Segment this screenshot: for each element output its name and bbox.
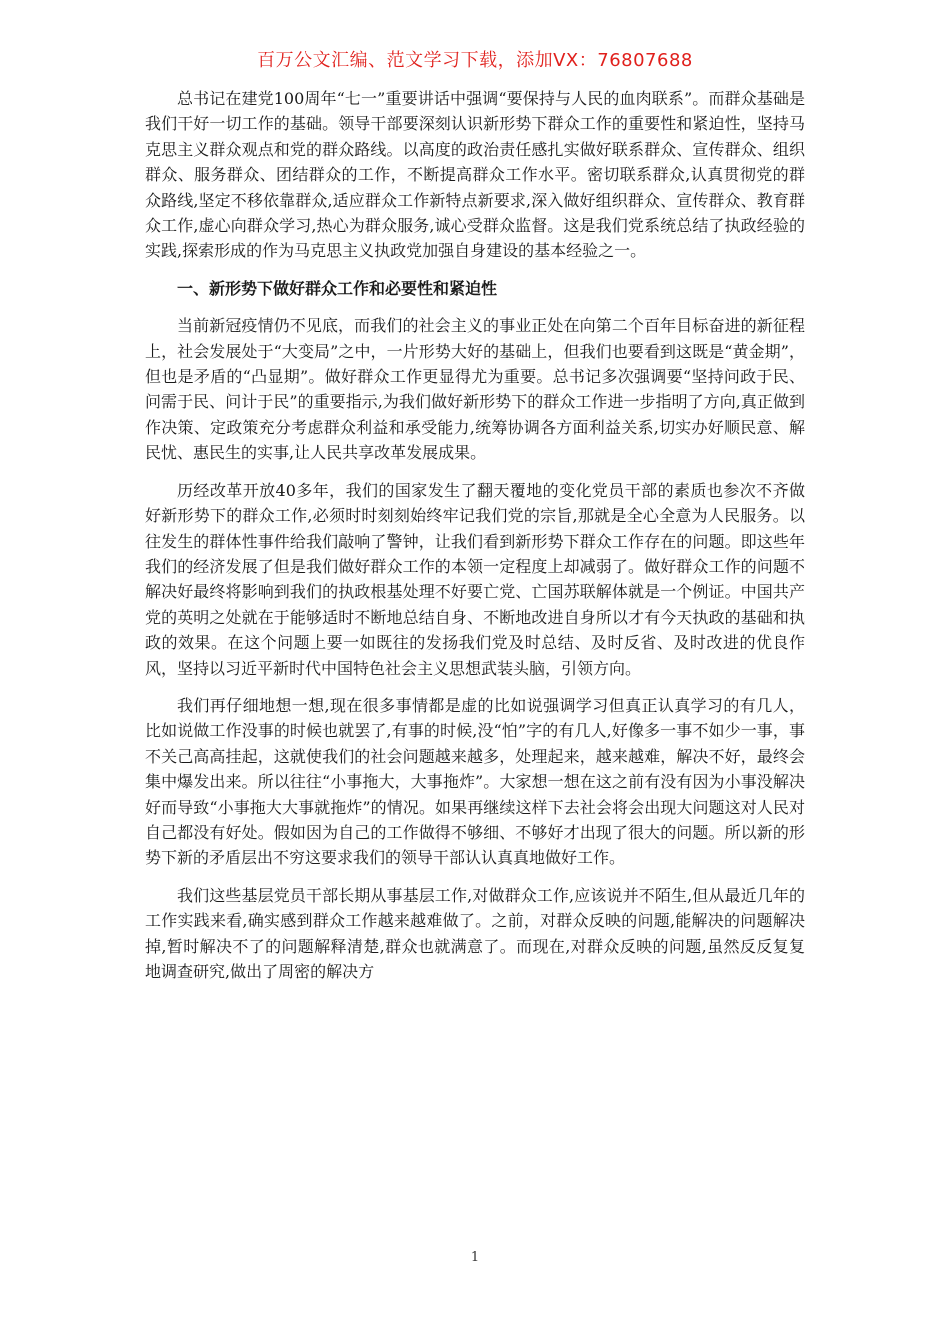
page-number: 1 [470, 1250, 480, 1265]
paragraph-intro: 总书记在建党100周年“七一”重要讲话中强调“要保持与人民的血肉联系”。而群众基础是我们干好一切工作的基础。领导干部要深刻认识新形势下群众工作的重要性和紧迫性，坚持马克思主义群众观点和党的群众路线。以高度的政治责任感扎实做好联系群众、宣传群众、组织群众、服务群众、团结群众的工作，不断提高群众工作水平。密切联系群众,认真贯彻党的群众路线,坚定不移依靠群众,适应群众工作新特点新要求,深入做好组织群众、宣传群众、教育群众工作,虚心向群众学习,热心为群众服务,诚心受群众监督。这是我们党系统总结了执政经验的实践,探索形成的作为马克思主义执政党加强自身建设的基本经验之一。 [145, 89, 805, 261]
section-heading: 一、新形势下做好群众工作和必要性和紧迫性 [177, 278, 498, 298]
header-banner: 百万公文汇编、范文学习下载，添加VX：76807688 [257, 50, 693, 71]
paragraph-reform: 历经改革开放40多年，我们的国家发生了翻天覆地的变化党员干部的素质也参次不齐做好新形势下的群众工作,必须时时刻刻始终牢记我们党的宗旨,那就是全心全意为人民服务。以往发生的群体性事件给我们敲响了警钟，让我们看到新形势下群众工作存在的问题。即这些年我们的经济发展了但是我们做好群众工作的本领一定程度上却减弱了。做好群众工作的问题不解决好最终将影响到我们的执政根基处理不好要亡党、亡国苏联解体就是一个例证。中国共产党的英明之处就在于能够适时不断地总结自身、不断地改进自身所以才有今天执政的基础和执政的效果。在这个问题上要一如既往的发扬我们党及时总结、及时反省、及时改进的优良作风，坚持以习近平新时代中国特色社会主义思想武装头脑，引领方向。 [145, 480, 805, 678]
paragraph-reflection: 我们再仔细地想一想,现在很多事情都是虚的比如说强调学习但真正认真学习的有几人，比如说做工作没事的时候也就罢了,有事的时候,没“怕”字的有几人,好像多一事不如少一事，事不关己高高挂起，这就使我们的社会问题越来越多，处理起来，越来越难，解决不好，最终会集中爆发出来。所以往往“小事拖大，大事拖炸”。大家想一想在这之前有没有因为小事没解决好而导致“小事拖大大事就拖炸”的情况。如果再继续这样下去社会将会出现大问题这对人民对自己都没有好处。假如因为自己的工作做得不够细、不够好才出现了很大的问题。所以新的形势下新的矛盾层出不穷这要求我们的领导干部认认真真地做好工作。 [145, 695, 805, 868]
paragraph-situation: 当前新冠疫情仍不见底，而我们的社会主义的事业正处在向第二个百年目标奋进的新征程上，社会发展处于“大变局”之中，一片形势大好的基础上，但我们也要看到这既是“黄金期”，但也是矛盾的“凸显期”。做好群众工作更显得尤为重要。总书记多次强调要“坚持问政于民、问需于民、问计于民”的重要指示,为我们做好新形势下的群众工作进一步指明了方向,真正做到作决策、定政策充分考虑群众利益和承受能力,统筹协调各方面利益关系,切实办好顺民意、解民忧、惠民生的实事,让人民共享改革发展成果。 [145, 316, 805, 463]
paragraph-grassroots: 我们这些基层党员干部长期从事基层工作,对做群众工作,应该说并不陌生,但从最近几年的工作实践来看,确实感到群众工作越来越难做了。之前，对群众反映的问题,能解决的问题解决掉,暂时解决不了的问题解释清楚,群众也就满意了。而现在,对群众反映的问题,虽然反反复复地调查研究,做出了周密的解决方 [145, 885, 805, 981]
document-body [145, 86, 805, 996]
